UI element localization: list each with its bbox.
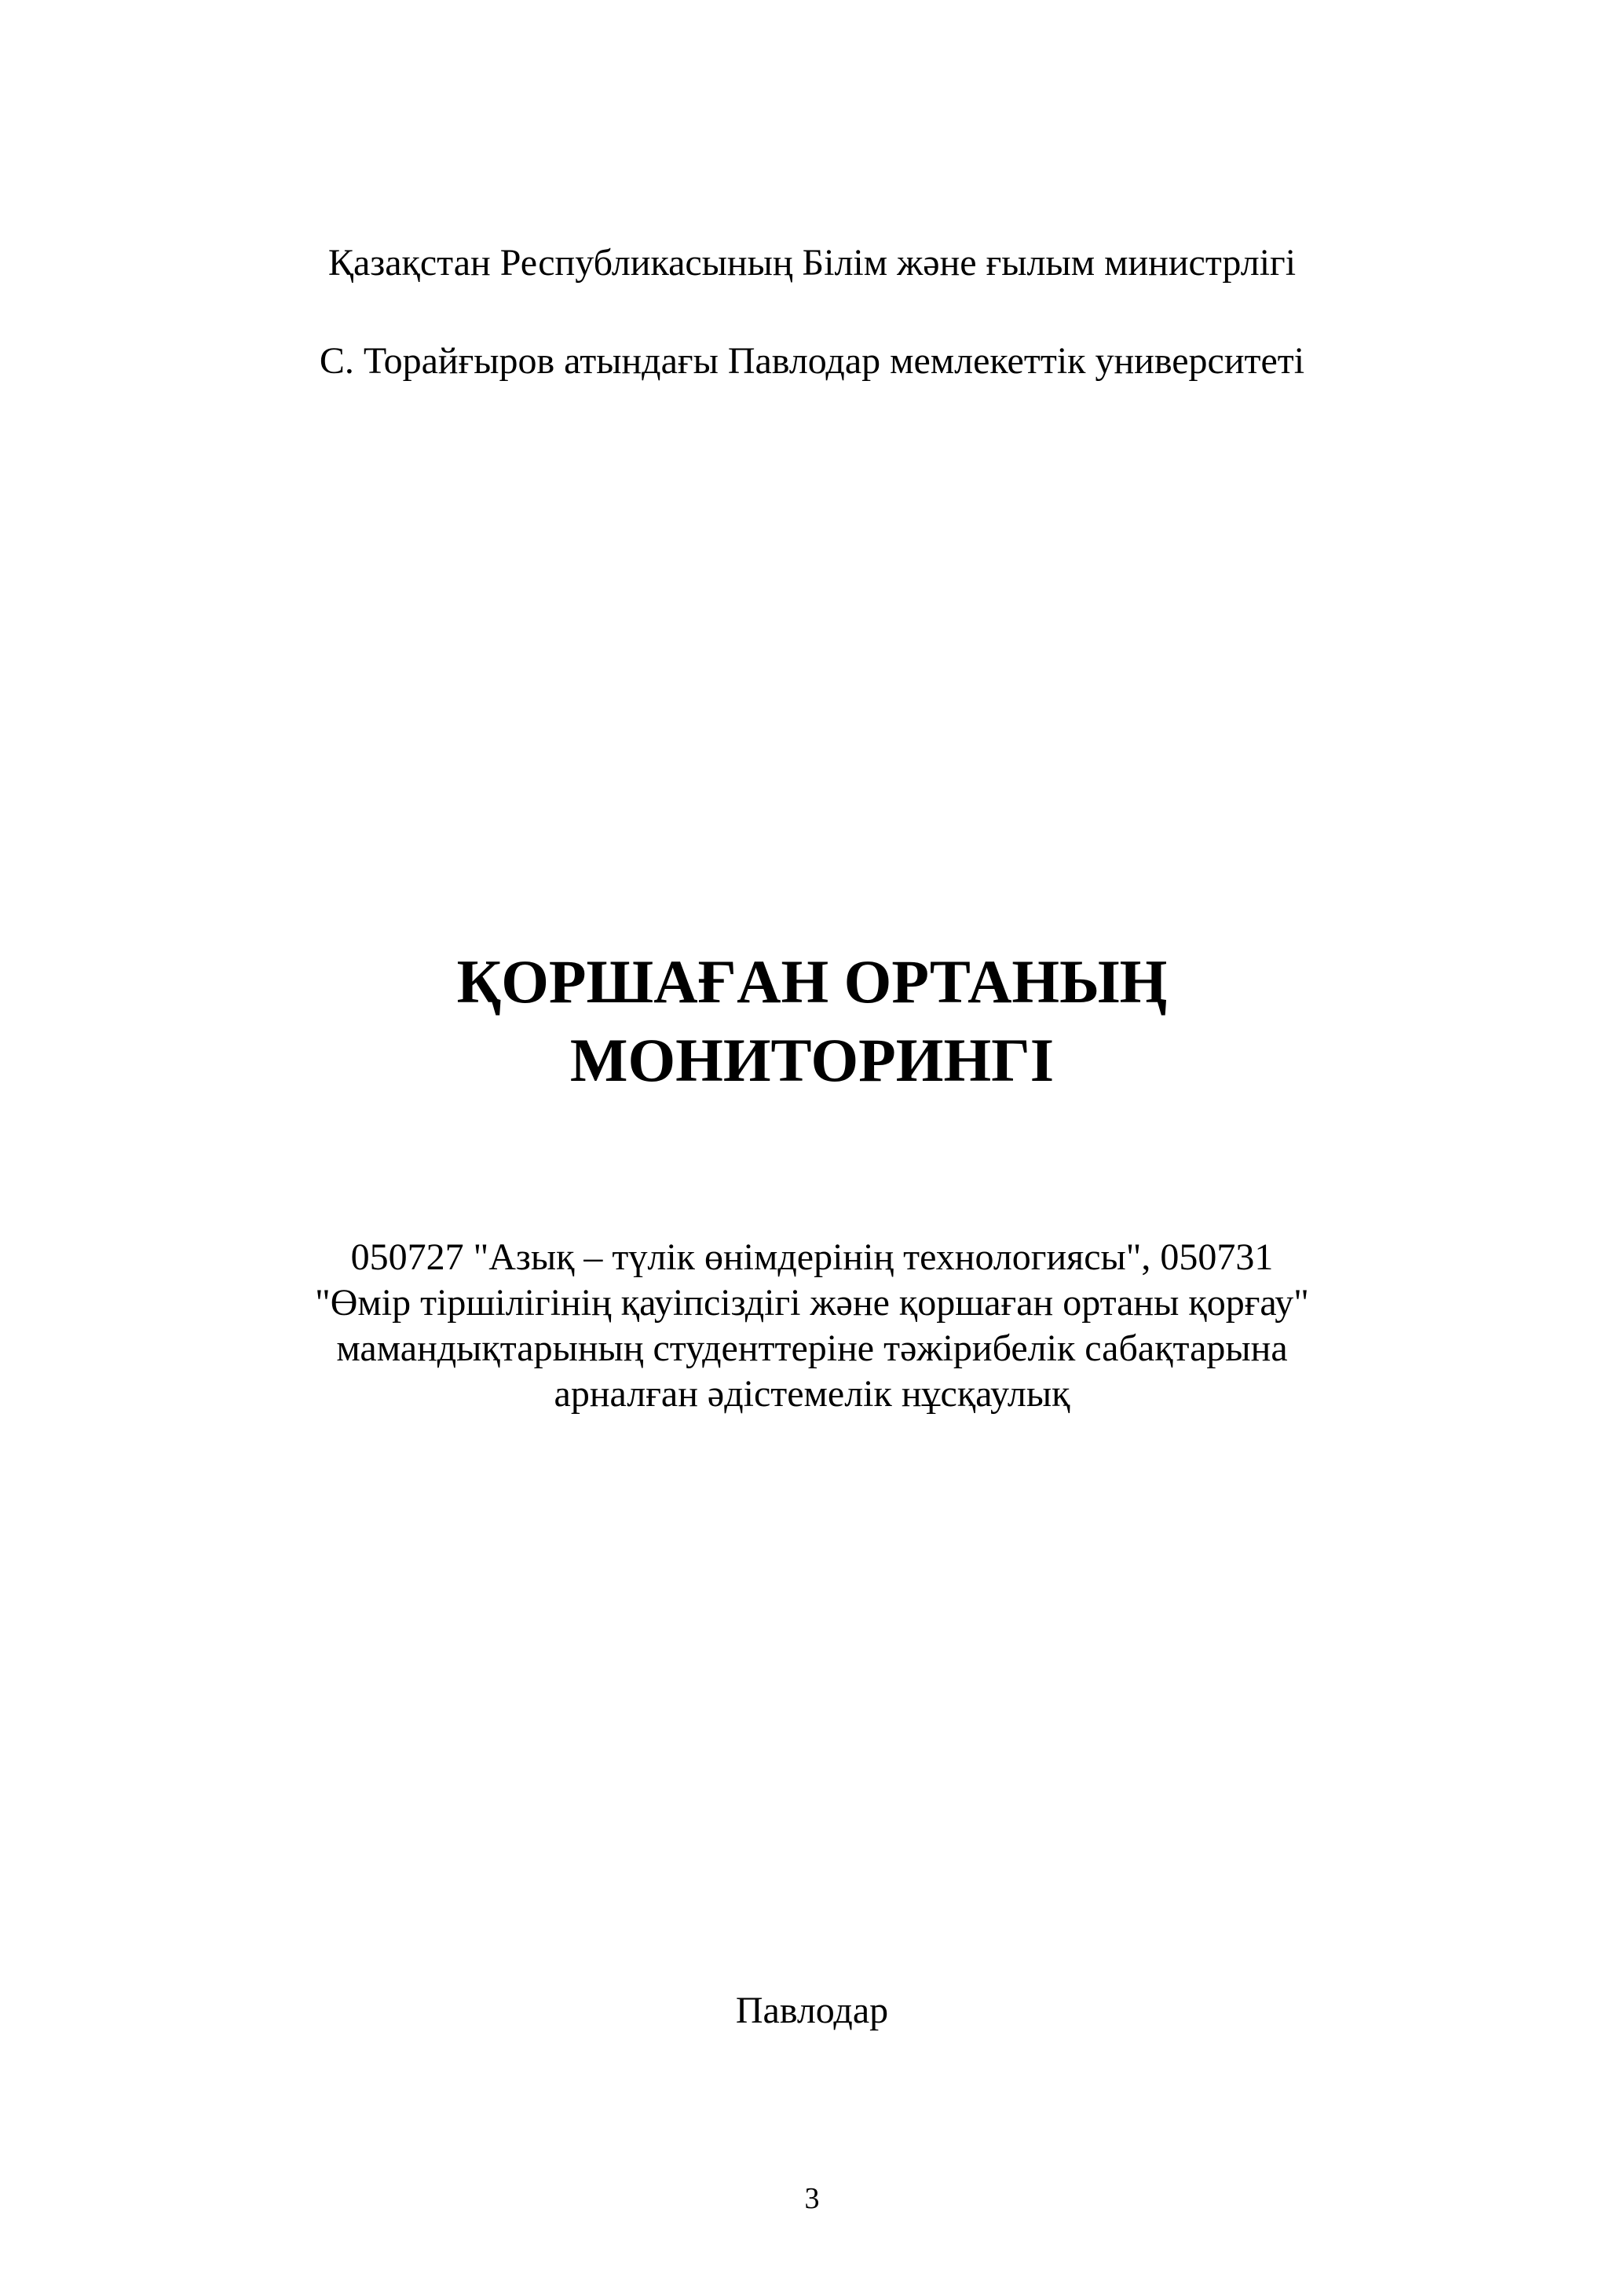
subtitle-line: 050727 "Азық – түлік өнімдерінің технологиясы", 050731 xyxy=(350,1236,1274,1278)
university-name: С. Торайғыров атындағы Павлодар мемлекеттік университеті xyxy=(319,340,1305,382)
subtitle-line: мамандықтарының студенттеріне тәжірибелік сабақтарына xyxy=(336,1327,1288,1369)
document-subtitle xyxy=(0,1235,1624,1417)
subtitle-line: "Өмір тіршілігінің қауіпсіздігі және қоршаған ортаны қорғау" xyxy=(315,1282,1309,1324)
city-name: Павлодар xyxy=(735,1990,889,2031)
document-title xyxy=(0,943,1624,1100)
subtitle-line: арналған әдістемелік нұсқаулық xyxy=(554,1373,1070,1415)
ministry-name: Қазақстан Республикасының Білім және ғылым министрлігі xyxy=(327,242,1297,284)
title-line: ҚОРШАҒАН ОРТАНЫҢ xyxy=(456,947,1168,1016)
title-line: МОНИТОРИНГІ xyxy=(569,1026,1055,1094)
page-number: 3 xyxy=(804,2182,820,2215)
